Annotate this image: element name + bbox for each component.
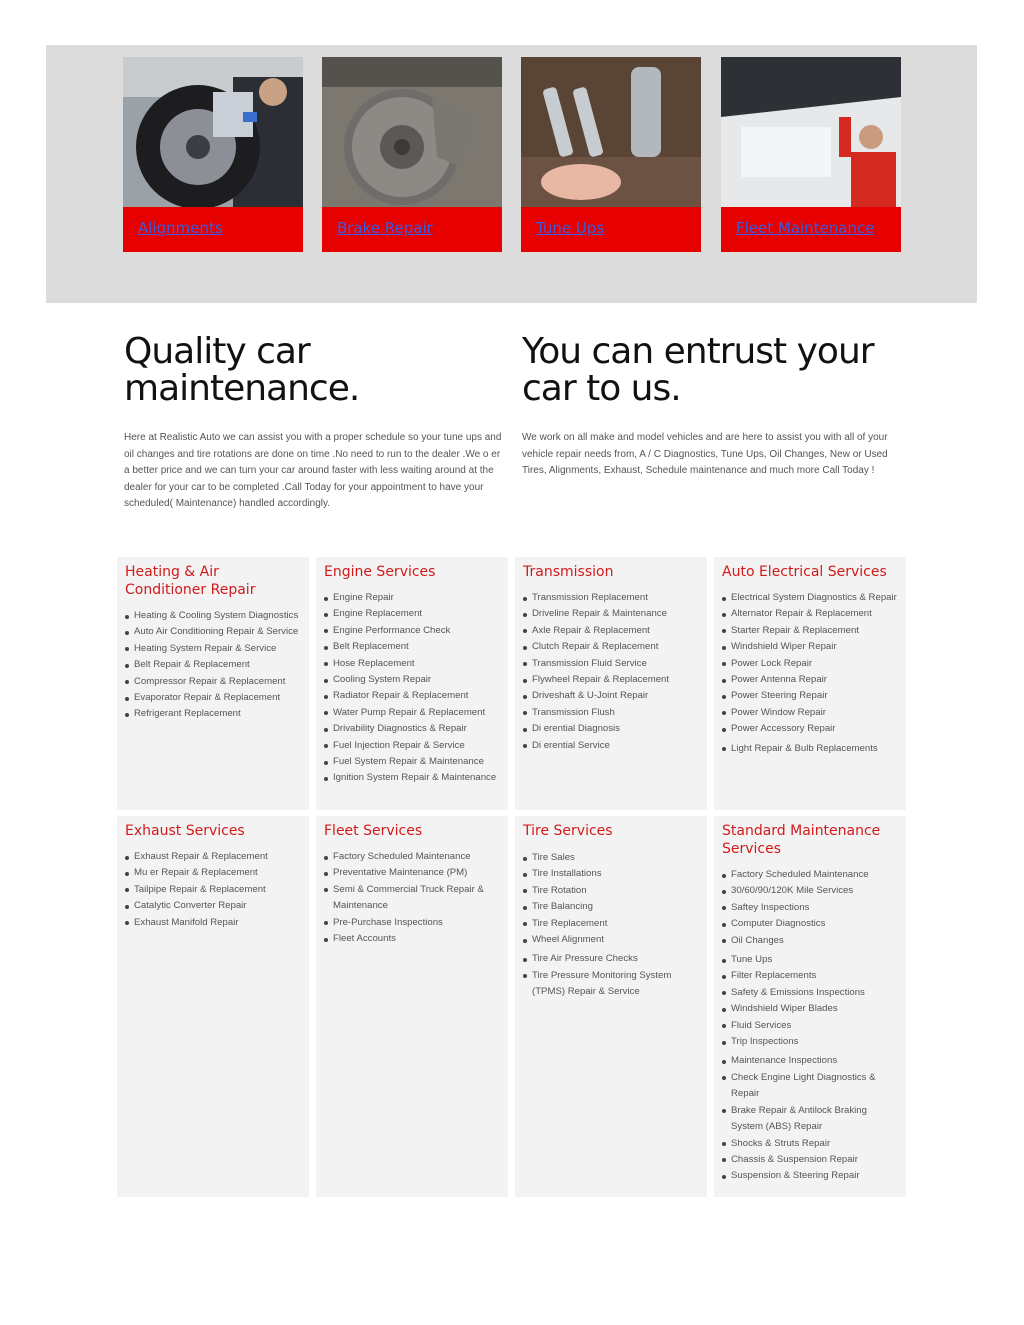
list-item: Cooling System Repair <box>324 672 502 688</box>
entrust-heading <box>522 333 874 407</box>
panel-list <box>125 849 303 931</box>
list-item: Factory Scheduled Maintenance <box>324 849 486 865</box>
service-card-tune-ups[interactable] <box>521 57 701 252</box>
list-item: Fluid Services <box>722 1018 886 1034</box>
list-item: Wheel Alignment <box>523 932 687 948</box>
list-item: Tire Rotation <box>523 883 687 899</box>
list-item: Power Steering Repair <box>722 688 900 704</box>
list-item: Saftey Inspections <box>722 900 886 916</box>
service-card-fleet-maintenance[interactable] <box>721 57 901 252</box>
list-item: Clutch Repair & Replacement <box>523 639 701 655</box>
list-item: Evaporator Repair & Replacement <box>125 690 303 706</box>
fleet-maintenance-photo <box>721 57 901 207</box>
tune-ups-photo <box>521 57 701 207</box>
list-item: Transmission Replacement <box>523 590 701 606</box>
panel-fleet-services <box>316 816 508 1197</box>
list-item: Pre-Purchase Inspections <box>324 915 486 931</box>
service-card-label <box>322 207 502 252</box>
panel-list <box>523 850 687 1001</box>
list-item: Tire Sales <box>523 850 687 866</box>
list-item: Power Accessory Repair <box>722 721 900 737</box>
list-item: Power Lock Repair <box>722 656 900 672</box>
list-item: Water Pump Repair & Replacement <box>324 705 502 721</box>
quality-heading-line1: Quality car <box>124 331 310 372</box>
list-item: Filter Replacements <box>722 968 886 984</box>
list-item: Axle Repair & Replacement <box>523 623 701 639</box>
list-item: Check Engine Light Diagnostics & Repair <box>722 1070 886 1103</box>
panel-auto-electrical <box>714 557 906 810</box>
list-item: Tune Ups <box>722 952 886 968</box>
entrust-paragraph: We work on all make and model vehicles and are here to assist you with all of your vehicle repair needs from, A / C Diagnostics, Tune Ups, Oil Changes, New or Used Tires, Alignments, Exhaust, Schedule maintenance and much more Call Today ! <box>522 432 888 476</box>
list-item: Shocks & Struts Repair <box>722 1136 886 1152</box>
panel-list <box>125 608 303 723</box>
list-item: Heating & Cooling System Diagnostics <box>125 608 303 624</box>
list-item: Safety & Emissions Inspections <box>722 985 886 1001</box>
panel-title: Engine Services <box>324 564 436 580</box>
list-item: Refrigerant Replacement <box>125 706 303 722</box>
list-item: Tire Balancing <box>523 899 687 915</box>
list-item: Chassis & Suspension Repair <box>722 1152 886 1168</box>
list-item: Fleet Accounts <box>324 931 486 947</box>
list-item: Power Window Repair <box>722 705 900 721</box>
panel-list <box>324 590 502 787</box>
panel-list <box>523 590 701 754</box>
panel-title: Heating & Air Conditioner Repair <box>125 564 256 598</box>
quality-heading-line2: maintenance. <box>124 368 360 409</box>
list-item: Transmission Fluid Service <box>523 656 701 672</box>
service-card-brake-repair[interactable] <box>322 57 502 252</box>
list-item: Tire Installations <box>523 866 687 882</box>
list-item: Driveline Repair & Maintenance <box>523 606 701 622</box>
panel-title: Exhaust Services <box>125 823 245 839</box>
list-item: Engine Performance Check <box>324 623 502 639</box>
list-item: Catalytic Converter Repair <box>125 898 303 914</box>
list-item: Brake Repair & Antilock Braking System (ABS) Repair <box>722 1103 886 1136</box>
list-item: Compressor Repair & Replacement <box>125 674 303 690</box>
tune-ups-link[interactable]: Tune Ups <box>536 219 605 237</box>
service-card-alignments[interactable] <box>123 57 303 252</box>
list-item: Belt Replacement <box>324 639 502 655</box>
list-item: Di erential Service <box>523 738 701 754</box>
panel-standard-maintenance <box>714 816 906 1197</box>
list-item: Semi & Commercial Truck Repair & Maintenance <box>324 882 486 915</box>
service-card-label <box>721 207 901 252</box>
list-item: Fuel System Repair & Maintenance <box>324 754 502 770</box>
panel-engine-services <box>316 557 508 810</box>
list-item: Tire Replacement <box>523 916 687 932</box>
list-item: Exhaust Manifold Repair <box>125 915 303 931</box>
list-item: Maintenance Inspections <box>722 1053 886 1069</box>
list-item: Alternator Repair & Replacement <box>722 606 900 622</box>
brake-photo <box>322 57 502 207</box>
list-item: Factory Scheduled Maintenance <box>722 867 886 883</box>
list-item: Driveshaft & U-Joint Repair <box>523 688 701 704</box>
service-card-label <box>521 207 701 252</box>
list-item: Tire Pressure Monitoring System (TPMS) Repair & Service <box>523 968 687 1001</box>
list-item: Power Antenna Repair <box>722 672 900 688</box>
list-item: Oil Changes <box>722 933 886 949</box>
service-card-label <box>123 207 303 252</box>
list-item: Hose Replacement <box>324 656 502 672</box>
list-item: Transmission Flush <box>523 705 701 721</box>
list-item: Engine Replacement <box>324 606 502 622</box>
panel-list <box>722 590 900 757</box>
list-item: Di erential Diagnosis <box>523 721 701 737</box>
list-item: Mu er Repair & Replacement <box>125 865 303 881</box>
list-item: Electrical System Diagnostics & Repair <box>722 590 900 606</box>
list-item: Tire Air Pressure Checks <box>523 951 687 967</box>
panel-tire-services <box>515 816 707 1197</box>
alignment-photo <box>123 57 303 207</box>
brake-repair-link[interactable]: Brake Repair <box>337 219 433 237</box>
list-item: Fuel Injection Repair & Service <box>324 738 502 754</box>
quality-paragraph: Here at Realistic Auto we can assist you with a proper schedule so your tune ups and oil changes and tire rotations are done on time .No need to run to the dealer .We o er a better price and we can turn your car around faster with less waiting around at the dealer for your car to be completed .Call Today for your appointment to have your scheduled( Maintenance) handled accordingly. <box>124 432 502 509</box>
panel-title: Tire Services <box>523 823 613 839</box>
panel-transmission <box>515 557 707 810</box>
list-item: Belt Repair & Replacement <box>125 657 303 673</box>
list-item: Radiator Repair & Replacement <box>324 688 502 704</box>
quality-heading <box>124 333 359 407</box>
list-item: 30/60/90/120K Mile Services <box>722 883 886 899</box>
panel-exhaust-services <box>117 816 309 1197</box>
list-item: Suspension & Steering Repair <box>722 1168 886 1184</box>
list-item: Ignition System Repair & Maintenance <box>324 770 502 786</box>
fleet-maintenance-link[interactable]: Fleet Maintenance <box>736 219 875 237</box>
list-item: Flywheel Repair & Replacement <box>523 672 701 688</box>
entrust-heading-line1: You can entrust your <box>522 331 874 372</box>
list-item: Light Repair & Bulb Replacements <box>722 741 900 757</box>
list-item: Trip Inspections <box>722 1034 886 1050</box>
panel-title: Standard Maintenance Services <box>722 823 881 857</box>
list-item: Tailpipe Repair & Replacement <box>125 882 303 898</box>
list-item: Windshield Wiper Blades <box>722 1001 886 1017</box>
list-item: Engine Repair <box>324 590 502 606</box>
panel-title: Fleet Services <box>324 823 423 839</box>
panel-title: Transmission <box>523 564 614 580</box>
panel-list <box>324 849 486 947</box>
entrust-heading-line2: car to us. <box>522 368 681 409</box>
panel-title: Auto Electrical Services <box>722 564 887 580</box>
panel-heating-ac <box>117 557 309 810</box>
list-item: Windshield Wiper Repair <box>722 639 900 655</box>
alignments-link[interactable]: Alignments <box>138 219 223 237</box>
list-item: Auto Air Conditioning Repair & Service <box>125 624 303 640</box>
list-item: Exhaust Repair & Replacement <box>125 849 303 865</box>
list-item: Computer Diagnostics <box>722 916 886 932</box>
panel-list <box>722 867 886 1185</box>
list-item: Starter Repair & Replacement <box>722 623 900 639</box>
list-item: Preventative Maintenance (PM) <box>324 865 486 881</box>
list-item: Heating System Repair & Service <box>125 641 303 657</box>
list-item: Drivability Diagnostics & Repair <box>324 721 502 737</box>
